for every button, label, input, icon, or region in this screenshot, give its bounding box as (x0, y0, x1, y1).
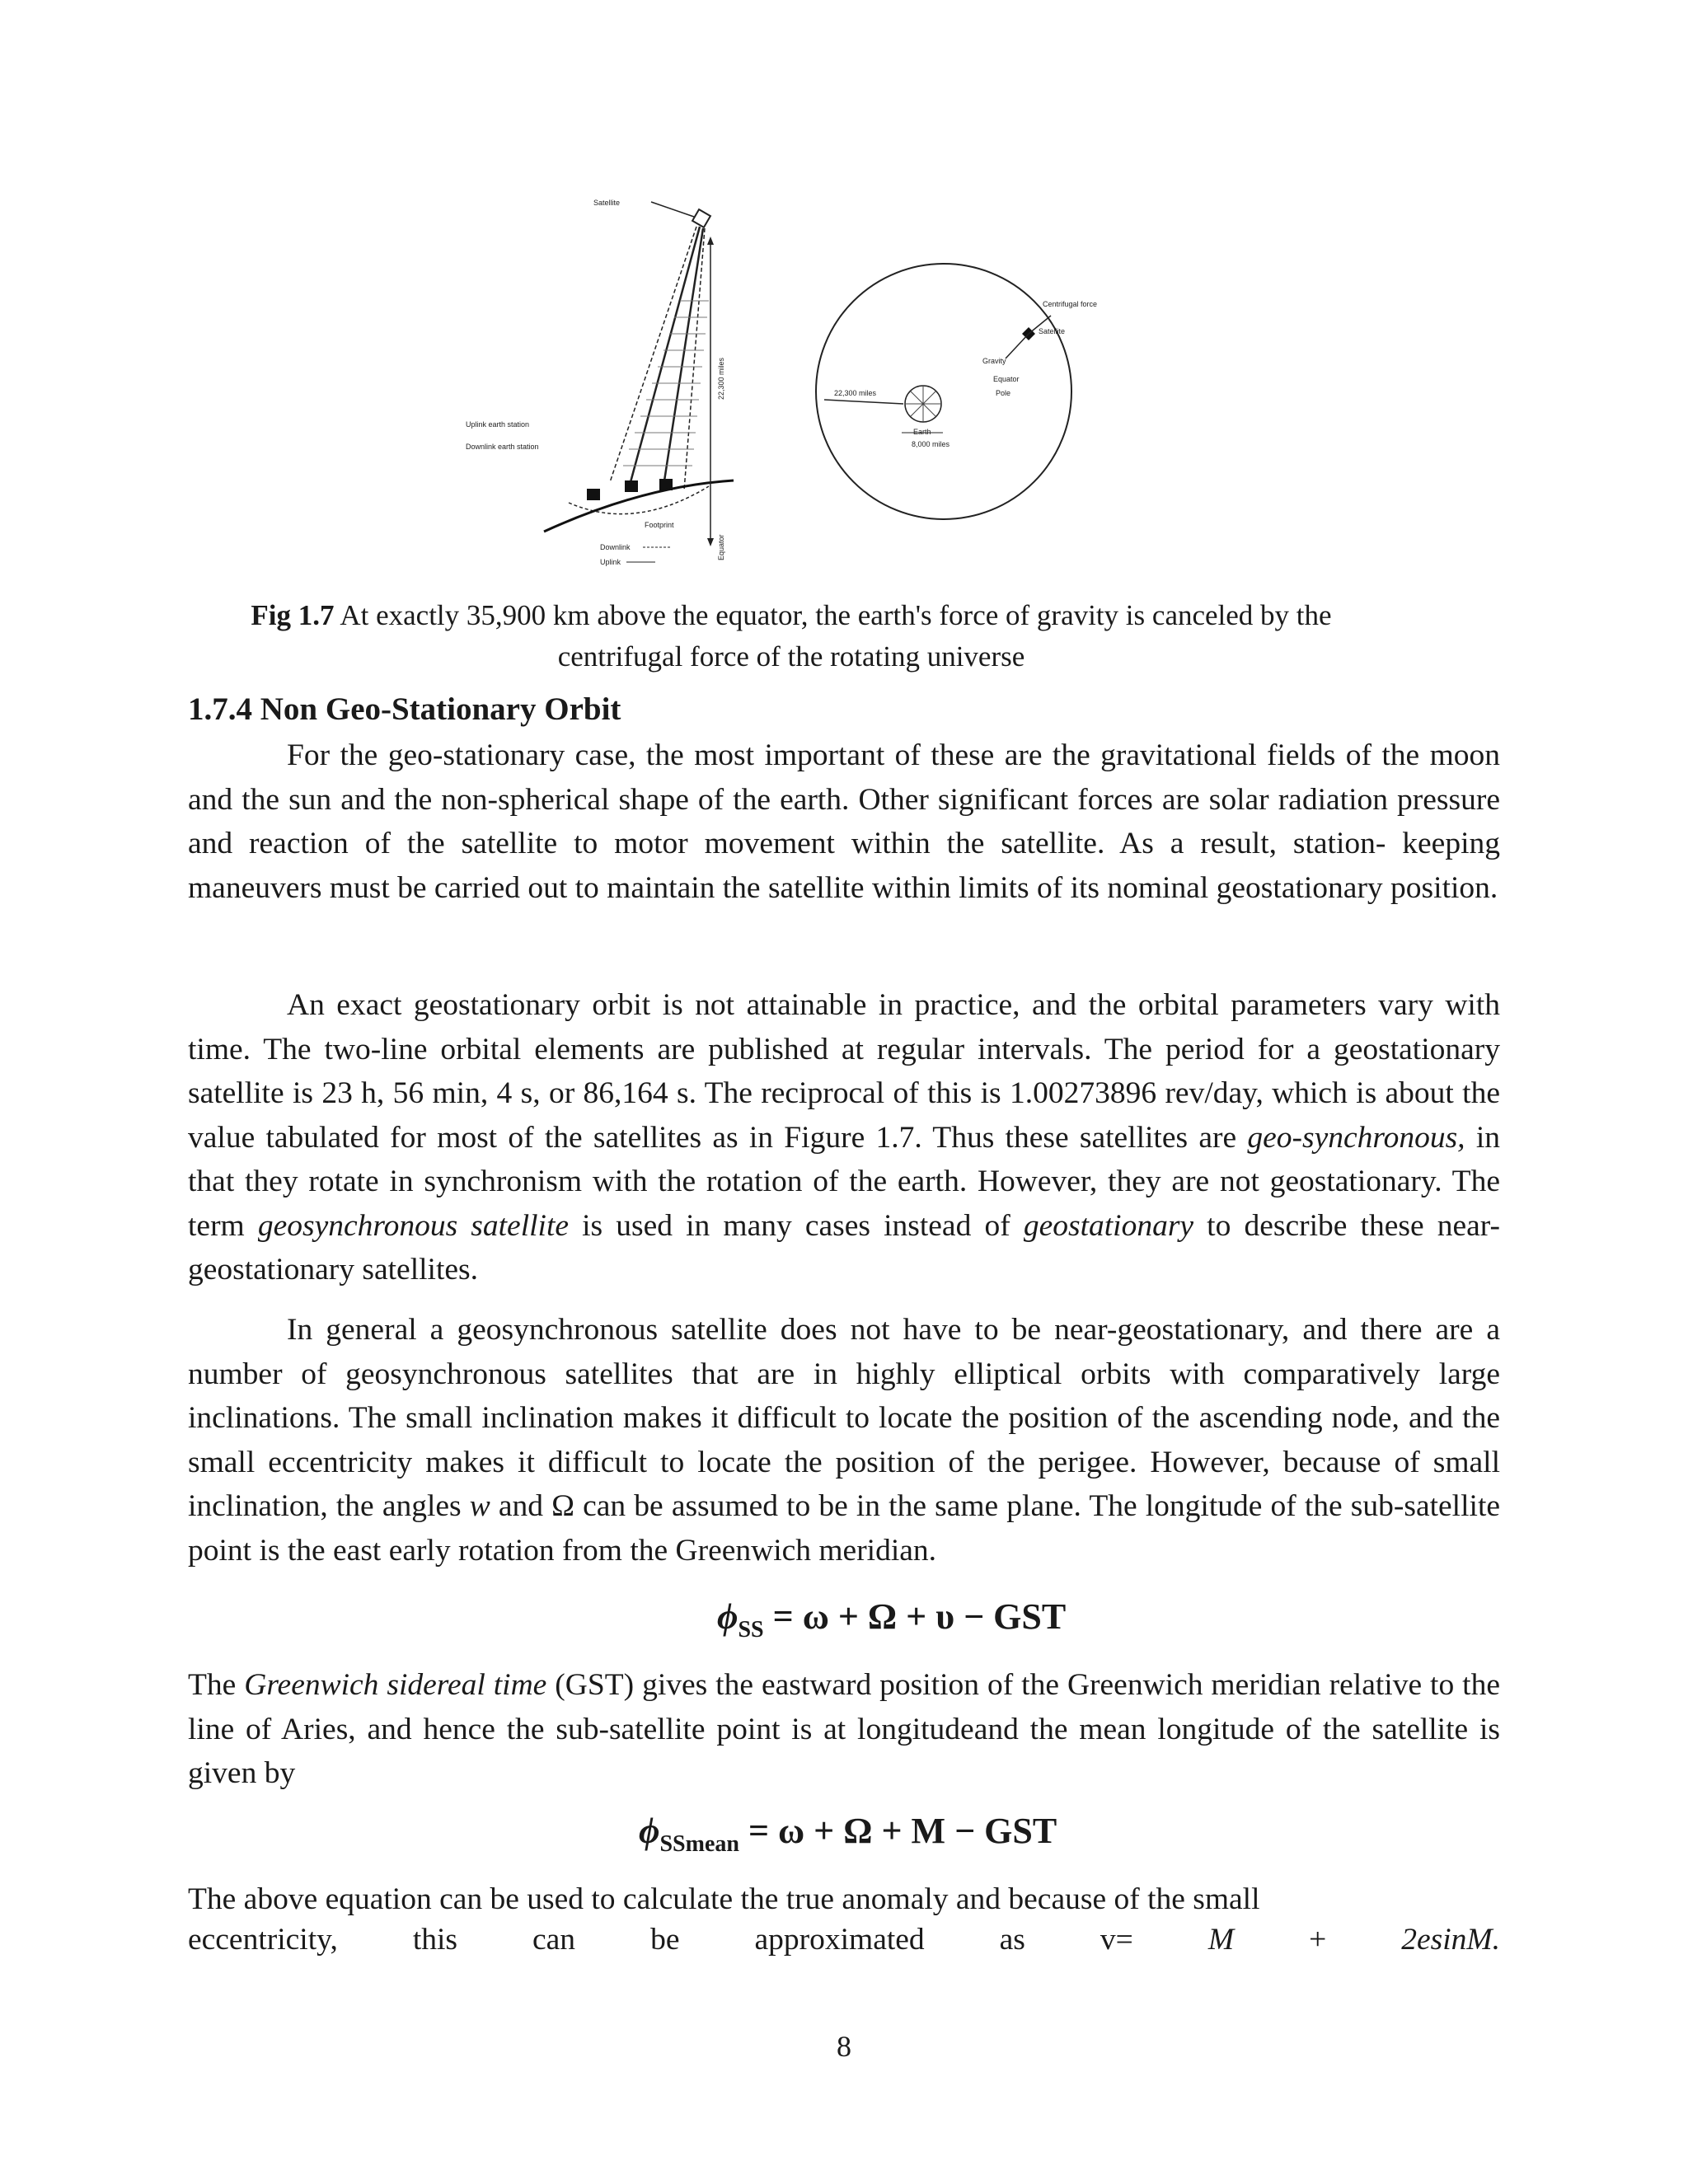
label-distance: 22,300 miles (834, 389, 877, 397)
label-height: 22,300 miles (717, 357, 725, 400)
label-satellite-right: Satellite (1039, 327, 1066, 335)
label-equator-axis: Equator (717, 534, 725, 560)
label-centrifugal: Centrifugal force (1043, 300, 1098, 308)
label-legend-downlink: Downlink (600, 543, 631, 551)
orbit-diagram (462, 177, 1121, 581)
equation-phi-ss: $\phi_{SS} = \omega + \Omega + \upsilon$ − GST (717, 1596, 1067, 1643)
satellite-beam-diagram (466, 199, 734, 566)
paragraph-5-line-2: eccentricity, this can be approximated as v= M + 2esinM. (188, 1923, 1500, 1957)
label-gravity: Gravity (982, 357, 1006, 365)
paragraph-3: In general a geosynchronous satellite does not have to be near-geostationary, and there are a number of geosynchronous satellites that are in highly elliptical orbits with comparatively large inclinations. The small inclination makes it difficult to locate the position of the ascending node, and the small eccentricity makes it difficult to locate the position of the perigee. However, because of small inclination, the angles w and Ω can be assumed to be in the same plane. The longitude of the sub-satellite point is the east early rotation from the Greenwich meridian. (188, 1313, 1501, 1568)
label-equator: Equator (993, 375, 1020, 383)
satellite-icon (692, 209, 710, 227)
paragraph-2: An exact geostationary orbit is not attainable in practice, and the orbital parameters vary with time. The two-line orbital elements are published at regular intervals. The period for a geostationary satellite is 23 h, 56 min, 4 s, or 86,164 s. The reciprocal of this is 1.00273896 rev/day, which is about the value tabulated for most of the satellites as in Figure 1.7. Thus these satellites are geo-synchronous, in that they rotate in synchronism with the rotation of the earth. However, they are not geostationary. The term geosynchronous satellite is used in many cases instead of geostationary to describe these near-geostationary satellites. (188, 988, 1500, 1286)
downlink-station-icon (625, 480, 638, 492)
caption-label: Fig 1.7 (251, 599, 335, 631)
orbit-circle-diagram (816, 264, 1097, 519)
equation-phi-ss-mean: $\phi_{SSmean} = \omega + \Omega + M$ − GST (639, 1811, 1057, 1857)
label-satellite: Satellite (593, 199, 621, 207)
section-heading: 1.7.4 Non Geo-Stationary Orbit (188, 691, 621, 727)
paragraph-5-line-1: The above equation can be used to calculate the true anomaly and because of the small (188, 1882, 1260, 1916)
label-earth: Earth (913, 428, 931, 436)
paragraph-1: For the geo-stationary case, the most important of these are the gravitational fields of the moon and the sun and the non-spherical shape of the earth. Other significant forces are solar radiation pressure and reaction of the satellite to motor movement within the satellite. As a result, station- keeping maneuvers must be carried out to maintain the satellite within limits of its nominal geostationary position. (188, 738, 1500, 905)
label-earth-diameter: 8,000 miles (912, 440, 950, 448)
uplink-station-icon (587, 489, 600, 500)
label-downlink-station: Downlink earth station (466, 443, 539, 451)
label-pole: Pole (996, 389, 1011, 397)
label-uplink-station: Uplink earth station (466, 420, 530, 429)
caption-line-2: centrifugal force of the rotating universe (557, 640, 1025, 673)
figure-geostationary-orbit (462, 177, 1121, 581)
figure-caption (218, 595, 1364, 677)
label-footprint: Footprint (645, 521, 674, 529)
paragraph-4: The Greenwich sidereal time (GST) gives the eastward position of the Greenwich meridian relative to the line of Aries, and hence the sub-satellite point is at longitudeand the mean longitude of the satellite is given by (188, 1668, 1500, 1790)
page-number: 8 (837, 2030, 851, 2063)
caption-line-1: At exactly 35,900 km above the equator, the earth's force of gravity is canceled by the (334, 599, 1332, 631)
label-legend-uplink: Uplink (600, 558, 621, 566)
